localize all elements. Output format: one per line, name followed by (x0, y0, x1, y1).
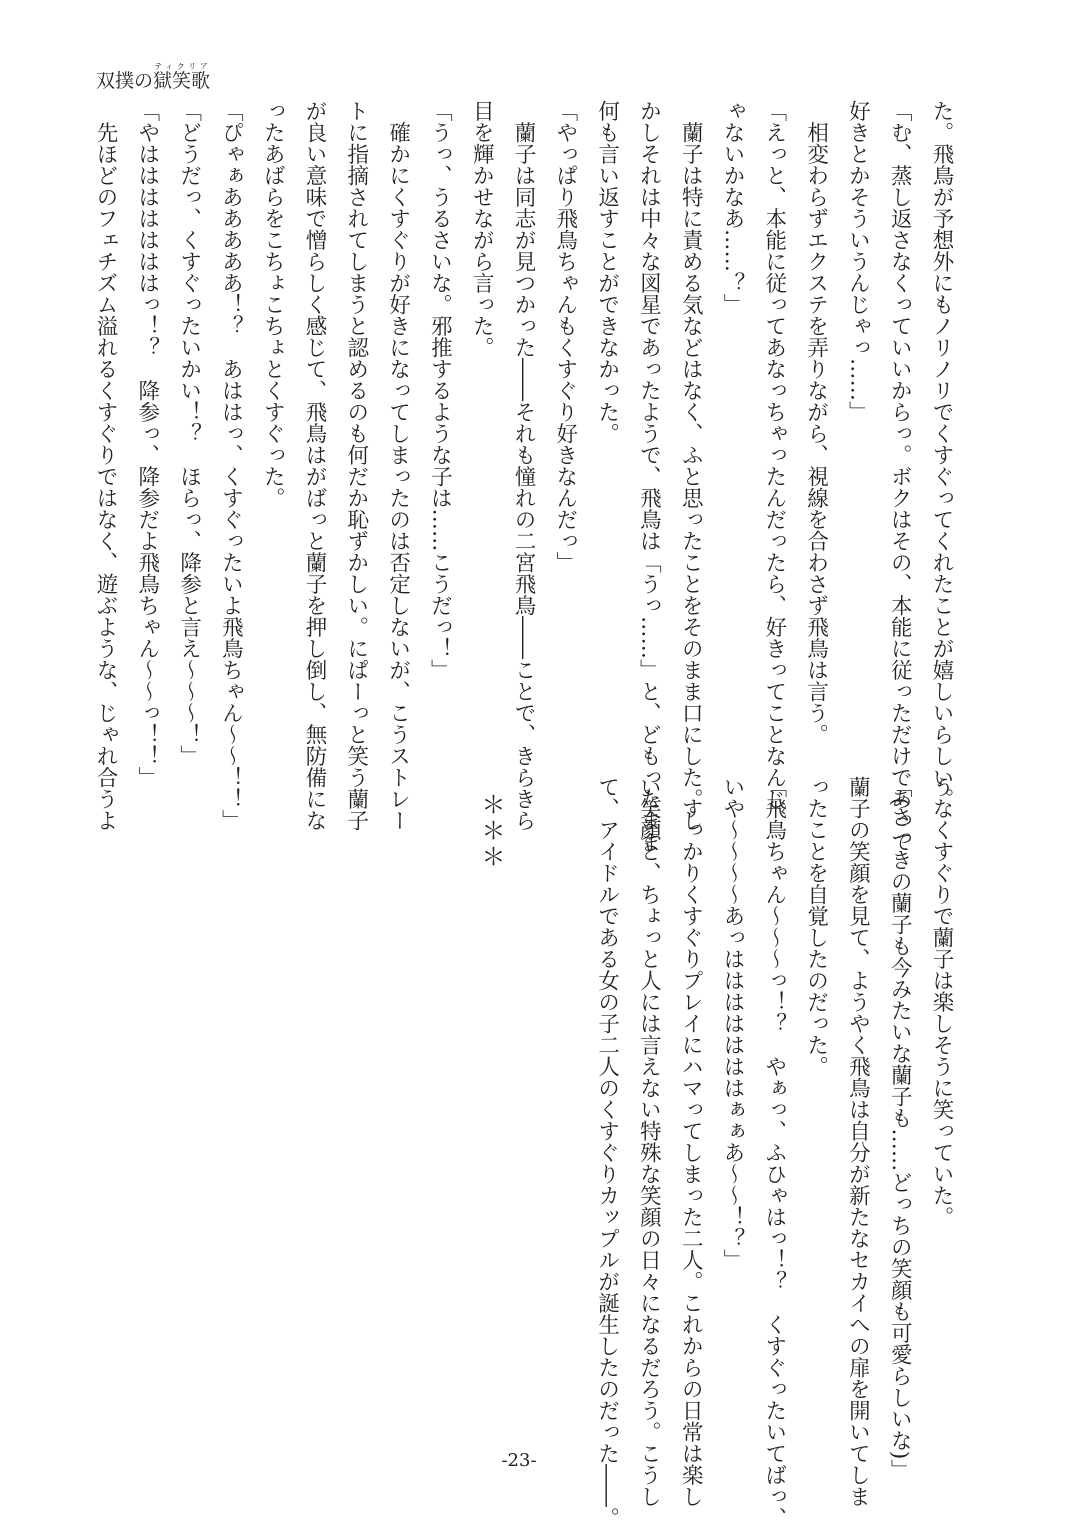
text-column: 「ぴゃぁあああああ！？ あははっ、くすぐったいよ飛鳥ちゃん〜〜！！」 (218, 100, 244, 831)
text-column: 「やっぱり飛鳥ちゃんもくすぐり好きなんだっ」 (552, 100, 578, 573)
text-column: 確かにくすぐりが好きになってしまったのは否定しないが、こうストレー (385, 100, 411, 831)
header-title-base: 獄笑歌 (153, 70, 211, 92)
text-column: すっかりくすぐりプレイにハマってしまった二人。これからの日常は楽し (678, 776, 704, 1507)
text-column: 相変わらずエクステを弄りながら、視線を合わさず飛鳥は言う。 (803, 100, 829, 745)
text-column: 「飛鳥ちゃん〜〜〜っ！？ やぁっ、ふひゃはっ！？ くすぐったいてばっ、 (761, 776, 787, 1529)
text-column: 「うっ、うるさいな。邪推するような子は……こうだっ！」 (427, 100, 453, 681)
text-column: が良い意味で憎らしく感じて、飛鳥はがばっと蘭子を押し倒し、無防備にな (302, 100, 327, 831)
text-column: 「(さっきの蘭子も今みたいな蘭子も……どっちの笑顔も可愛らしいな)」 (887, 776, 913, 1481)
text-column: いや〜〜〜〜あっはははははははぁぁあ〜〜！？」 (720, 776, 745, 1271)
text-column: 「む、蒸し返さなくっていいからっ。ボクはその、本能に従っただけであって (887, 100, 913, 853)
header-title-prefix: 双撲の (96, 70, 154, 92)
text-column: 先ほどのフェチズム溢れるくすぐりではなく、遊ぶような、じゃれ合うよ (93, 100, 118, 831)
text-column: 蘭子は特に責める気などはなく、ふと思ったことをそのまま口にした。し (678, 100, 704, 831)
text-column: 「やはははははははっ！？ 降参っ、降参だよ飛鳥ちゃん〜〜っ！！」 (134, 100, 160, 788)
text-column: 「どうだっ、くすぐったいかい！？ ほらっ、降参と言え〜〜〜！」 (176, 100, 202, 767)
text-column: かしそれは中々な図星であったようで、飛鳥は「うっ……」と、どもったまま (636, 100, 662, 853)
text-column: 「えっと、本能に従ってあなっちゃったんだったら、好きってことなんじ (761, 100, 787, 810)
text-column: い笑顔と、ちょっと人には言えない特殊な笑顔の日々になるだろう。こうし (636, 776, 662, 1507)
text-column: た。飛鳥が予想外にもノリノリでくすぐってくれたことが嬉しいらしい。 (929, 100, 954, 810)
text-column: ったことを自覚したのだった。 (803, 776, 829, 1077)
text-column: 目を輝かせながら言った。 (469, 100, 495, 358)
header-title-ruby (153, 62, 211, 92)
text-column: ゃないかなあ……？」 (720, 100, 745, 315)
text-column: て、アイドルである女の子二人のくすぐりカップルが誕生したのだった――。 (594, 776, 620, 1529)
text-column: 好きとかそういうんじゃっ……」 (845, 100, 871, 423)
text-column: 蘭子の笑顔を見て、ようやく飛鳥は自分が新たなセカイへの扉を開いてしま (845, 776, 871, 1507)
scene-break-separator: ＊＊＊ (477, 792, 505, 870)
page-number: -23- (501, 1450, 537, 1471)
header-title-furigana: ティクリア (153, 62, 211, 71)
text-column: トに指摘されてしまうと認めるのも何だか恥ずかしい。にぱーっと笑う蘭子 (343, 100, 369, 831)
running-header-title (96, 62, 210, 93)
text-column: 何も言い返すことができなかった。 (594, 100, 620, 444)
text-column: 蘭子は同志が見つかった――それも憧れの二宮飛鳥――ことで、きらきら (511, 100, 536, 831)
text-column: ったあばらをこちょこちょとくすぐった。 (260, 100, 286, 509)
text-column: うなくすぐりで蘭子は楽しそうに笑っていた。 (929, 776, 954, 1228)
